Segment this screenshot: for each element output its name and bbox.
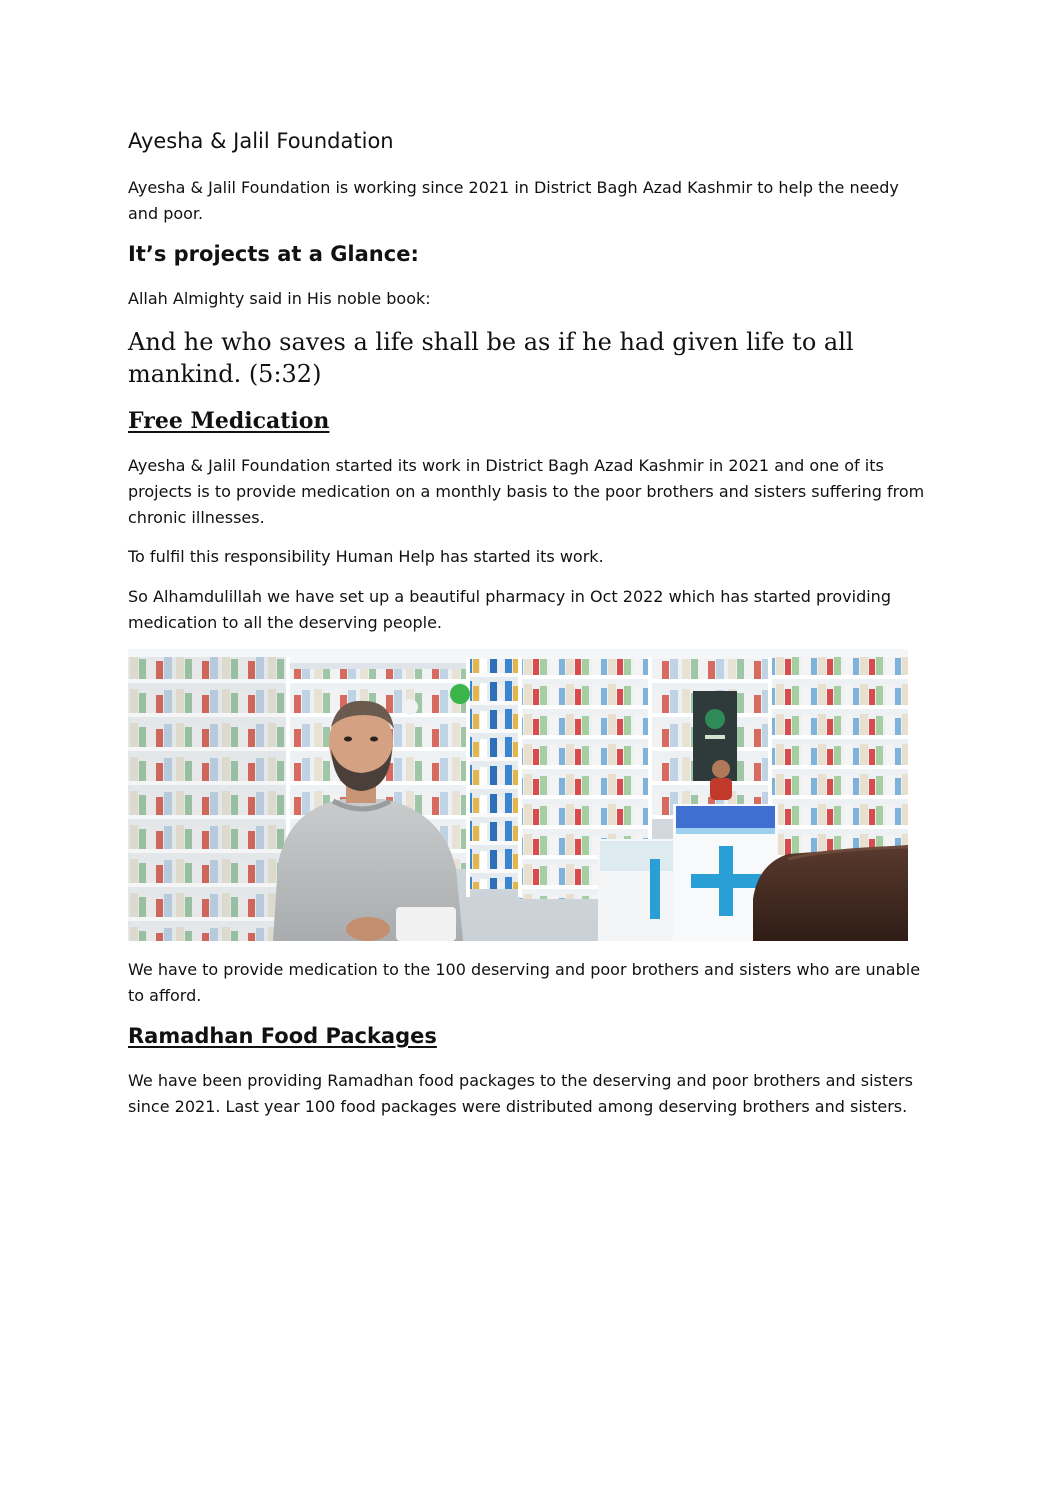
pharmacy-photo	[128, 649, 908, 941]
quran-quote: And he who saves a life shall be as if he had given life to all mankind. (5:32)	[128, 328, 854, 388]
free-medication-paragraph-2: To fulfil this responsibility Human Help has started its work.	[128, 547, 604, 566]
ramadhan-paragraph-1: We have been providing Ramadhan food packages to the deserving and poor brothers and sisters since 2021. Last year 100 food packages were distributed among deserving brothers and sisters.	[128, 1071, 913, 1116]
free-medication-paragraph-3: So Alhamdulillah we have set up a beautiful pharmacy in Oct 2022 which has started providing medication to all the deserving people.	[128, 587, 891, 632]
free-medication-paragraph-1: Ayesha & Jalil Foundation started its work in District Bagh Azad Kashmir in 2021 and one of its projects is to provide medication on a monthly basis to the poor brothers and sisters suffering from chronic illnesses.	[128, 456, 925, 527]
intro-paragraph: Ayesha & Jalil Foundation is working since 2021 in District Bagh Azad Kashmir to help the needy and poor.	[128, 178, 899, 223]
ramadhan-heading: Ramadhan Food Packages	[128, 1024, 437, 1048]
free-medication-paragraph-4: We have to provide medication to the 100 deserving and poor brothers and sisters who are unable to afford.	[128, 960, 921, 1005]
document-title: Ayesha & Jalil Foundation	[128, 129, 394, 153]
projects-heading: It’s projects at a Glance:	[128, 242, 419, 266]
quote-intro: Allah Almighty said in His noble book:	[128, 289, 431, 308]
free-medication-heading: Free Medication	[128, 408, 330, 434]
